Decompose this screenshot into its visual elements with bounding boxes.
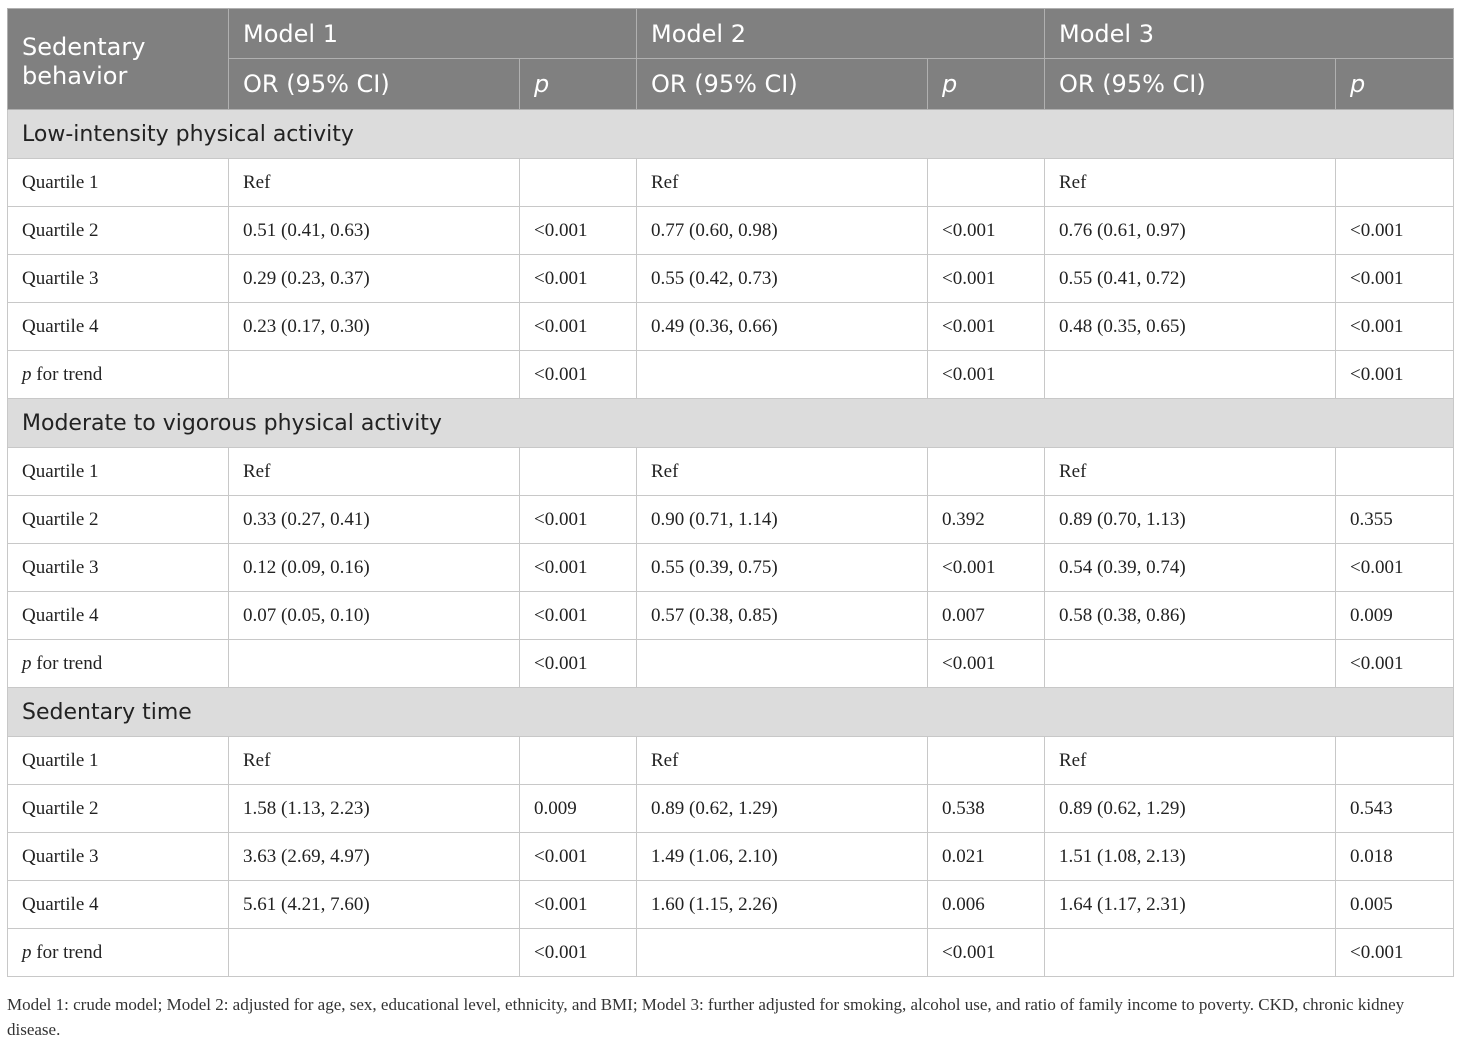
p-value-cell xyxy=(520,159,637,207)
or-ci-cell: 1.64 (1.17, 2.31) xyxy=(1045,881,1336,929)
or-ci-cell xyxy=(229,351,520,399)
or-ci-cell: 0.58 (0.38, 0.86) xyxy=(1045,592,1336,640)
or-ci-cell xyxy=(229,929,520,977)
table-header xyxy=(8,9,1454,110)
p-value-cell: 0.009 xyxy=(520,785,637,833)
p-value-cell: <0.001 xyxy=(1336,207,1454,255)
p-value-cell xyxy=(1336,448,1454,496)
or-ci-cell xyxy=(229,640,520,688)
or-ci-header: OR (95% CI) xyxy=(637,59,928,110)
row-label: Quartile 3 xyxy=(8,544,229,592)
model-3-header: Model 3 xyxy=(1045,9,1454,59)
p-value-cell: <0.001 xyxy=(928,929,1045,977)
or-ci-cell: 0.76 (0.61, 0.97) xyxy=(1045,207,1336,255)
p-value-cell: 0.018 xyxy=(1336,833,1454,881)
row-label: Quartile 4 xyxy=(8,303,229,351)
p-value-cell xyxy=(928,737,1045,785)
p-value-cell: <0.001 xyxy=(1336,929,1454,977)
p-value-cell: <0.001 xyxy=(520,640,637,688)
row-label xyxy=(8,640,229,688)
table-row xyxy=(8,833,1454,881)
p-value-cell: 0.006 xyxy=(928,881,1045,929)
p-value-cell: <0.001 xyxy=(1336,640,1454,688)
p-value-header: p xyxy=(928,59,1045,110)
p-value-cell: <0.001 xyxy=(520,255,637,303)
p-value-cell xyxy=(928,448,1045,496)
row-header-label: Sedentary behavior xyxy=(8,9,229,110)
p-symbol: p xyxy=(22,941,32,963)
p-value-cell: <0.001 xyxy=(928,544,1045,592)
or-ci-cell: 1.49 (1.06, 2.10) xyxy=(637,833,928,881)
or-ci-cell: 1.60 (1.15, 2.26) xyxy=(637,881,928,929)
or-ci-cell: Ref xyxy=(1045,448,1336,496)
or-ci-cell: 0.90 (0.71, 1.14) xyxy=(637,496,928,544)
table-body xyxy=(8,110,1454,977)
table-row xyxy=(8,159,1454,207)
p-value-cell xyxy=(520,448,637,496)
p-value-cell: <0.001 xyxy=(1336,544,1454,592)
p-value-cell: 0.007 xyxy=(928,592,1045,640)
or-ci-cell xyxy=(1045,929,1336,977)
table-row xyxy=(8,592,1454,640)
p-symbol: p xyxy=(22,652,32,674)
trend-label: for trend xyxy=(31,941,103,963)
or-ci-cell: 0.89 (0.62, 1.29) xyxy=(1045,785,1336,833)
section-title: Moderate to vigorous physical activity xyxy=(8,399,1454,448)
or-ci-cell: 0.12 (0.09, 0.16) xyxy=(229,544,520,592)
or-ci-cell: 0.89 (0.62, 1.29) xyxy=(637,785,928,833)
or-ci-cell: 0.33 (0.27, 0.41) xyxy=(229,496,520,544)
or-ci-header: OR (95% CI) xyxy=(229,59,520,110)
p-value-cell: 0.392 xyxy=(928,496,1045,544)
p-value-cell: <0.001 xyxy=(1336,351,1454,399)
or-ci-cell: 0.57 (0.38, 0.85) xyxy=(637,592,928,640)
row-label xyxy=(8,351,229,399)
row-label: Quartile 2 xyxy=(8,207,229,255)
p-value-header: p xyxy=(520,59,637,110)
p-value-cell: <0.001 xyxy=(520,544,637,592)
table-row xyxy=(8,785,1454,833)
section-title: Low-intensity physical activity xyxy=(8,110,1454,159)
or-ci-cell: 0.29 (0.23, 0.37) xyxy=(229,255,520,303)
or-ci-cell xyxy=(637,929,928,977)
model-2-header: Model 2 xyxy=(637,9,1045,59)
or-ci-cell: 0.77 (0.60, 0.98) xyxy=(637,207,928,255)
p-value-cell: 0.009 xyxy=(1336,592,1454,640)
or-ci-cell: 0.55 (0.39, 0.75) xyxy=(637,544,928,592)
or-ci-cell: Ref xyxy=(1045,159,1336,207)
or-ci-cell: 5.61 (4.21, 7.60) xyxy=(229,881,520,929)
or-ci-cell: 0.49 (0.36, 0.66) xyxy=(637,303,928,351)
p-value-cell: 0.538 xyxy=(928,785,1045,833)
or-ci-cell: 0.23 (0.17, 0.30) xyxy=(229,303,520,351)
or-ci-cell: 3.63 (2.69, 4.97) xyxy=(229,833,520,881)
row-label: Quartile 1 xyxy=(8,737,229,785)
or-ci-cell: 0.55 (0.41, 0.72) xyxy=(1045,255,1336,303)
p-value-header: p xyxy=(1336,59,1454,110)
row-label: Quartile 1 xyxy=(8,159,229,207)
row-label: Quartile 2 xyxy=(8,496,229,544)
p-value-cell: <0.001 xyxy=(928,207,1045,255)
table-row xyxy=(8,737,1454,785)
row-label: Quartile 3 xyxy=(8,255,229,303)
p-value-cell: <0.001 xyxy=(520,881,637,929)
or-ci-cell: Ref xyxy=(637,737,928,785)
or-ci-cell: 0.07 (0.05, 0.10) xyxy=(229,592,520,640)
p-value-cell: <0.001 xyxy=(520,833,637,881)
or-ci-cell: 0.55 (0.42, 0.73) xyxy=(637,255,928,303)
row-label: Quartile 3 xyxy=(8,833,229,881)
table-footnote: Model 1: crude model; Model 2: adjusted for age, sex, educational level, ethnicity, and BMI; Model 3: further adjusted for smoking, alcohol use, and ratio of family income to poverty. CKD, chronic kidney disease. xyxy=(7,995,1405,1039)
row-label: Quartile 4 xyxy=(8,881,229,929)
or-ci-cell xyxy=(1045,640,1336,688)
table-row xyxy=(8,448,1454,496)
or-ci-cell: Ref xyxy=(229,159,520,207)
p-value-cell: <0.001 xyxy=(520,496,637,544)
table-row xyxy=(8,544,1454,592)
p-value-cell: <0.001 xyxy=(928,351,1045,399)
p-value-cell: <0.001 xyxy=(520,351,637,399)
p-value-cell: <0.001 xyxy=(928,640,1045,688)
table-row xyxy=(8,929,1454,977)
or-ci-cell: Ref xyxy=(229,448,520,496)
or-ci-cell: Ref xyxy=(1045,737,1336,785)
p-value-cell xyxy=(928,159,1045,207)
or-ci-cell: 1.58 (1.13, 2.23) xyxy=(229,785,520,833)
trend-label: for trend xyxy=(31,363,103,385)
p-value-cell xyxy=(1336,737,1454,785)
row-label: Quartile 1 xyxy=(8,448,229,496)
p-value-cell: <0.001 xyxy=(520,592,637,640)
section-row xyxy=(8,110,1454,159)
section-row xyxy=(8,399,1454,448)
p-value-cell: <0.001 xyxy=(1336,255,1454,303)
p-value-cell: 0.005 xyxy=(1336,881,1454,929)
or-ci-cell xyxy=(1045,351,1336,399)
or-ci-cell: Ref xyxy=(229,737,520,785)
or-ci-header: OR (95% CI) xyxy=(1045,59,1336,110)
p-symbol: p xyxy=(22,363,32,385)
p-value-cell: <0.001 xyxy=(928,303,1045,351)
table-row xyxy=(8,255,1454,303)
p-value-cell: 0.021 xyxy=(928,833,1045,881)
or-ci-cell: Ref xyxy=(637,159,928,207)
table-row xyxy=(8,881,1454,929)
p-value-cell: <0.001 xyxy=(1336,303,1454,351)
results-table xyxy=(7,8,1454,977)
or-ci-cell: 1.51 (1.08, 2.13) xyxy=(1045,833,1336,881)
p-value-cell: <0.001 xyxy=(520,207,637,255)
p-value-cell: 0.355 xyxy=(1336,496,1454,544)
or-ci-cell xyxy=(637,351,928,399)
table-row xyxy=(8,496,1454,544)
p-value-cell: 0.543 xyxy=(1336,785,1454,833)
table-row xyxy=(8,640,1454,688)
or-ci-cell: 0.51 (0.41, 0.63) xyxy=(229,207,520,255)
or-ci-cell xyxy=(637,640,928,688)
section-row xyxy=(8,688,1454,737)
trend-label: for trend xyxy=(31,652,103,674)
row-label xyxy=(8,929,229,977)
p-value-cell: <0.001 xyxy=(520,929,637,977)
row-label: Quartile 2 xyxy=(8,785,229,833)
p-value-cell: <0.001 xyxy=(928,255,1045,303)
model-1-header: Model 1 xyxy=(229,9,637,59)
p-value-cell: <0.001 xyxy=(520,303,637,351)
table-row xyxy=(8,351,1454,399)
or-ci-cell: 0.54 (0.39, 0.74) xyxy=(1045,544,1336,592)
section-title: Sedentary time xyxy=(8,688,1454,737)
p-value-cell xyxy=(520,737,637,785)
or-ci-cell: Ref xyxy=(637,448,928,496)
row-label: Quartile 4 xyxy=(8,592,229,640)
table-row xyxy=(8,207,1454,255)
p-value-cell xyxy=(1336,159,1454,207)
or-ci-cell: 0.48 (0.35, 0.65) xyxy=(1045,303,1336,351)
or-ci-cell: 0.89 (0.70, 1.13) xyxy=(1045,496,1336,544)
table-row xyxy=(8,303,1454,351)
